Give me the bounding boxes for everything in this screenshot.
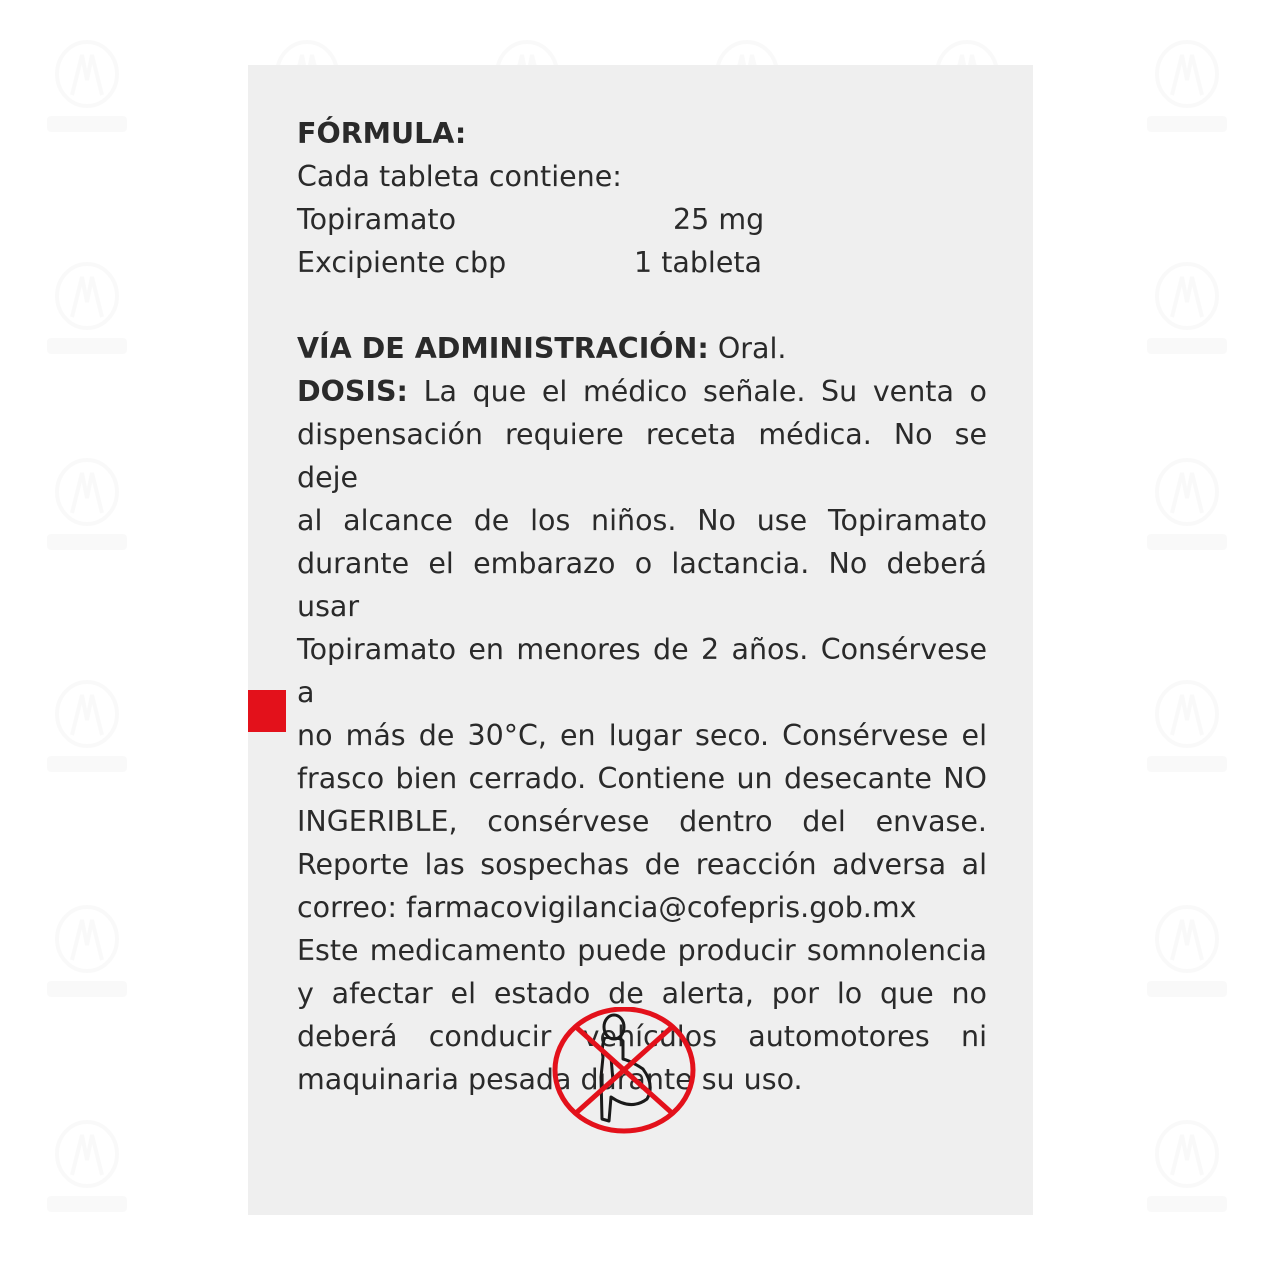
dosis-line: al alcance de los niños. No use Topiramato <box>297 504 987 537</box>
ingredient-amount: 25 mg <box>673 203 765 236</box>
pharmacy-logo-watermark-icon <box>1142 905 1232 1005</box>
administration-label: VÍA DE ADMINISTRACIÓN: <box>297 332 709 365</box>
administration-value: Oral. <box>708 332 787 365</box>
dosis-line: maquinaria pesada durante su uso. <box>297 1063 803 1096</box>
dosis-line: no más de 30°C, en lugar seco. Consérvese el <box>297 719 987 752</box>
ingredient-name: Topiramato <box>297 203 457 236</box>
ingredient-amount: 1 tableta <box>634 246 763 279</box>
formula-intro: Cada tableta contiene: <box>297 160 622 193</box>
pharmacy-logo-watermark-icon <box>42 680 132 780</box>
pharmacy-logo-watermark-icon <box>42 40 132 140</box>
dosis-line: dispensación requiere receta médica. No se deje <box>297 418 987 494</box>
pharmacy-logo-watermark-icon <box>1142 458 1232 558</box>
dosis-line: deberá conducir vehículos automotores ni <box>297 1020 987 1053</box>
pharmacy-logo-watermark-icon <box>1142 262 1232 362</box>
label-text <box>297 112 987 1101</box>
formula-title: FÓRMULA: <box>297 117 467 150</box>
dosis-line: y afectar el estado de alerta, por lo que no <box>297 977 987 1010</box>
pharmacy-logo-watermark-icon <box>42 458 132 558</box>
dosis-line: correo: farmacovigilancia@cofepris.gob.mx <box>297 891 917 924</box>
pharmacy-logo-watermark-icon <box>1142 680 1232 780</box>
pharmacy-logo-watermark-icon <box>1142 1120 1232 1220</box>
dosis-line: Reporte las sospechas de reacción adversa al <box>297 848 987 881</box>
pharmacy-logo-watermark-icon <box>42 905 132 1005</box>
formula-row <box>297 241 987 284</box>
dosis-line: frasco bien cerrado. Contiene un desecante NO <box>297 762 987 795</box>
formula-row <box>297 198 987 241</box>
pharmacy-logo-watermark-icon <box>42 262 132 362</box>
no-pregnancy-icon <box>551 1007 697 1137</box>
pharmacy-logo-watermark-icon <box>42 1120 132 1220</box>
ingredient-name: Excipiente cbp <box>297 246 507 279</box>
dosis-label: DOSIS: <box>297 375 408 408</box>
dosis-line: Este medicamento puede producir somnolencia <box>297 934 987 967</box>
dosis-line: DOSIS: La que el médico señale. Su venta o <box>297 375 987 408</box>
dosis-line: durante el embarazo o lactancia. No deberá usar <box>297 547 987 623</box>
red-marker <box>248 690 286 732</box>
dosis-line: Topiramato en menores de 2 años. Consérvese a <box>297 633 987 709</box>
pharmacy-logo-watermark-icon <box>1142 40 1232 140</box>
dosis-line: INGERIBLE, consérvese dentro del envase. <box>297 805 987 838</box>
administration-line <box>297 327 987 370</box>
